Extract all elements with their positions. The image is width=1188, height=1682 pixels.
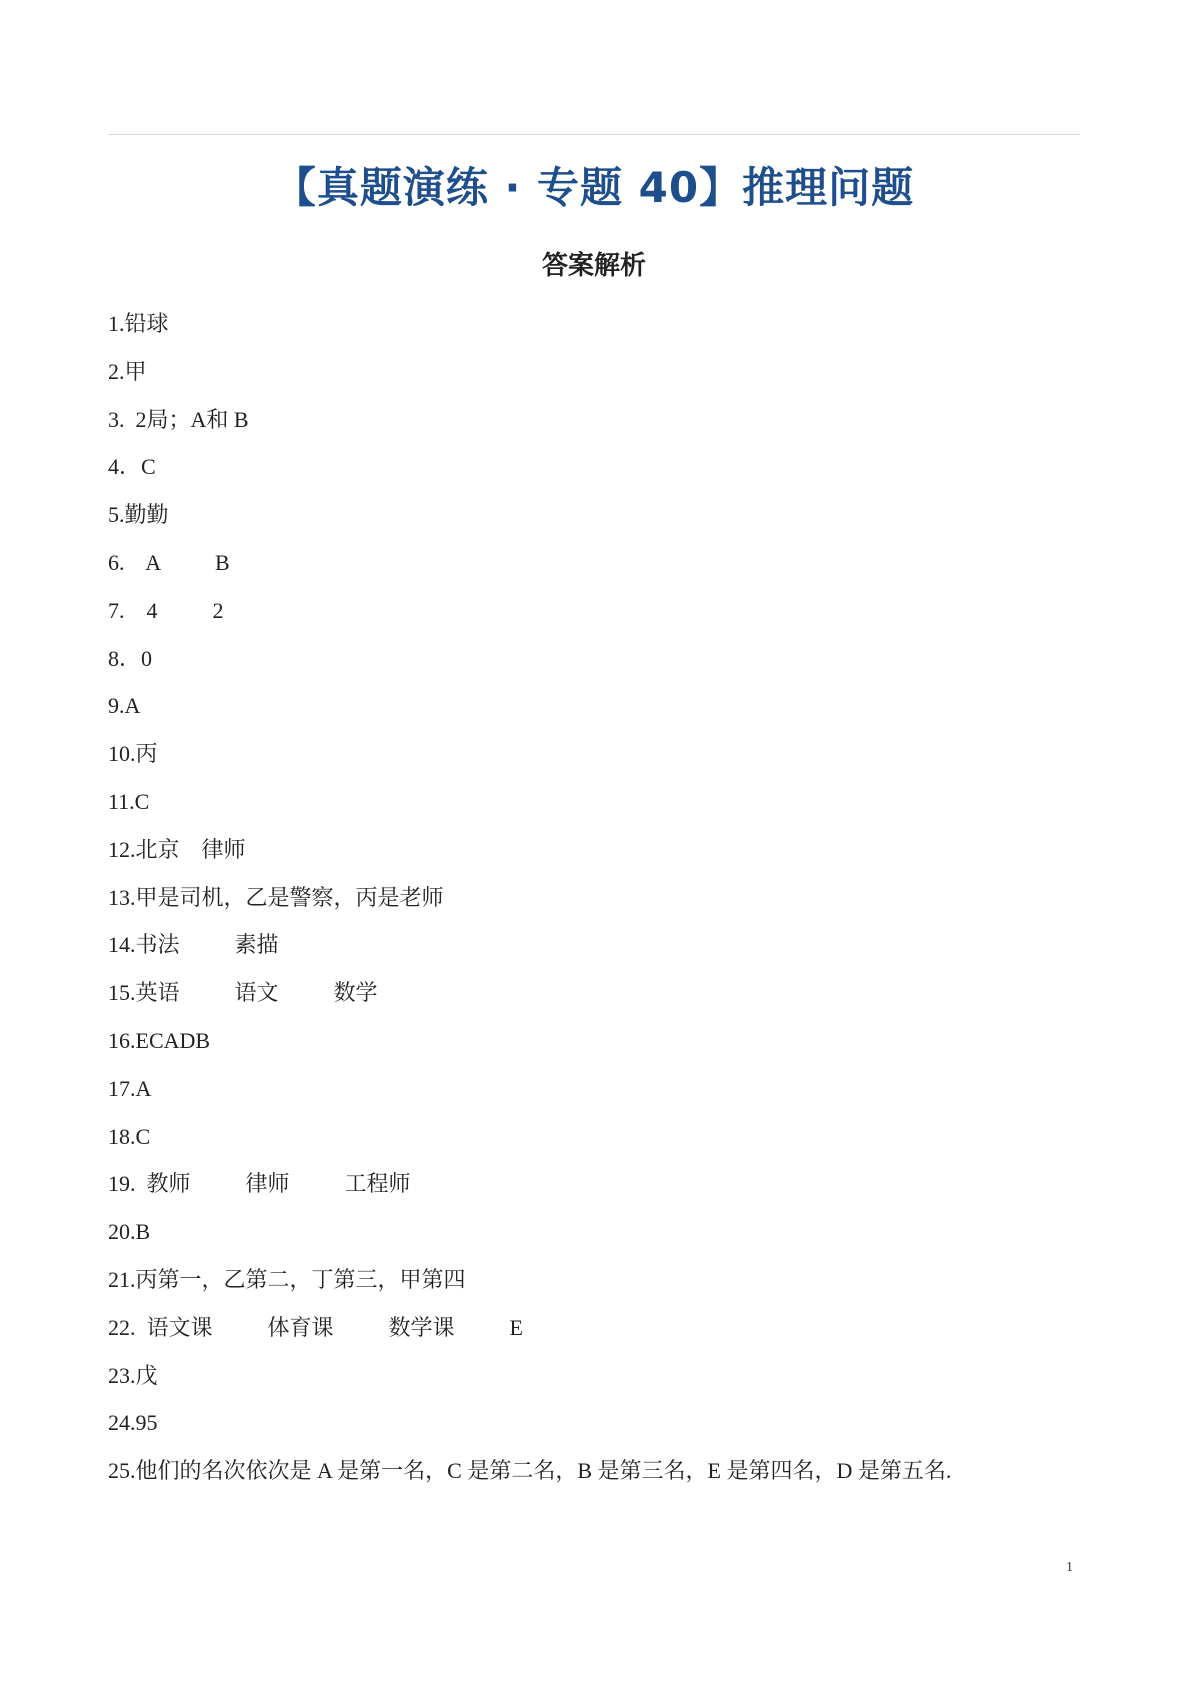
answer-item-3: 3. 2局；A和 B <box>108 406 249 432</box>
answer-item-4: 4．C <box>108 454 156 480</box>
answer-item-5: 5.勤勤 <box>108 502 169 528</box>
answer-item-22: 22. 语文课 体育课 数学课 E <box>108 1314 523 1340</box>
answer-item-12: 12.北京 律师 <box>108 836 246 862</box>
page-number: 1 <box>1066 1560 1073 1575</box>
page-subtitle: 答案解析 <box>541 251 646 281</box>
answer-item-6: 6. A B <box>108 549 230 575</box>
answer-item-21: 21.丙第一，乙第二，丁第三，甲第四 <box>108 1266 466 1292</box>
answer-item-11: 11.C <box>108 788 150 814</box>
answer-item-14: 14.书法 素描 <box>108 932 279 958</box>
answer-item-10: 10.丙 <box>108 741 158 767</box>
answer-item-25: 25.他们的名次依次是 A 是第一名，C 是第二名，B 是第三名，E 是第四名，D 是第五名. <box>108 1458 952 1484</box>
answer-item-8: 8．0 <box>108 645 153 671</box>
answer-item-9: 9.A <box>108 693 141 719</box>
page-title: 【真题演练 · 专题 40】推理问题 <box>273 163 915 212</box>
answer-item-15: 15.英语 语文 数学 <box>108 980 378 1006</box>
answer-item-18: 18.C <box>108 1123 151 1149</box>
answer-item-23: 23.戊 <box>108 1362 158 1388</box>
answer-item-16: 16.ECADB <box>108 1027 211 1053</box>
answer-list <box>108 306 1088 1501</box>
answer-item-17: 17.A <box>108 1075 152 1101</box>
answer-item-2: 2.甲 <box>108 358 147 384</box>
answer-item-19: 19. 教师 律师 工程师 <box>108 1171 411 1197</box>
answer-item-24: 24.95 <box>108 1410 158 1436</box>
answer-item-20: 20.B <box>108 1219 151 1245</box>
answer-item-1: 1.铅球 <box>108 311 169 336</box>
answer-item-7: 7. 4 2 <box>108 597 224 623</box>
header-divider <box>108 134 1080 135</box>
answer-item-13: 13.甲是司机，乙是警察，丙是老师 <box>108 884 444 910</box>
